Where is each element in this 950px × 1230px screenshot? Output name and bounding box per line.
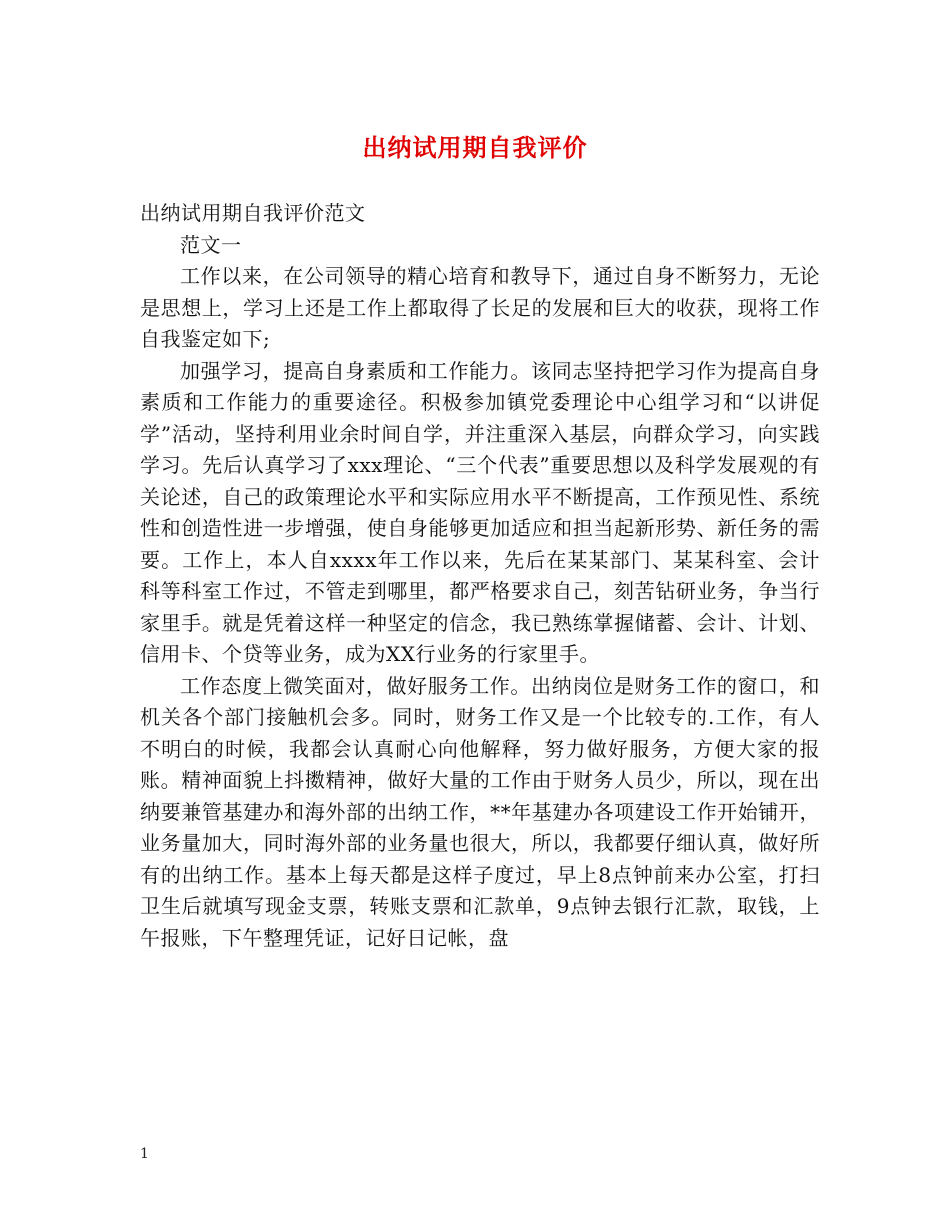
section-heading: 范文一 <box>180 232 242 257</box>
paragraph-1: 工作以来，在公司领导的精心培育和教导下，通过自身不断努力，无论是思想上，学习上还是工作上都取得了长足的发展和巨大的收获，现将工作自我鉴定如下; <box>140 264 820 351</box>
document-body <box>140 198 820 954</box>
page-number: 1 <box>140 1146 149 1162</box>
paragraph-2: 加强学习，提高自身素质和工作能力。该同志坚持把学习作为提高自身素质和工作能力的重要途径。积极参加镇党委理论中心组学习和“以讲促学”活动，坚持利用业余时间自学，并注重深入基层，向群众学习，向实践学习。先后认真学习了xxx理论、“三个代表”重要思想以及科学发展观的有关论述，自己的政策理论水平和实际应用水平不断提高，工作预见性、系统性和创造性进一步增强，使自身能够更加适应和担当起新形势、新任务的需要。工作上，本人自xxxx年工作以来，先后在某某部门、某某科室、会计科等科室工作过，不管走到哪里，都严格要求自己，刻苦钻研业务，争当行家里手。就是凭着这样一种坚定的信念，我已熟练掌握储蓄、会计、计划、信用卡、个贷等业务，成为XX行业务的行家里手。 <box>140 358 820 666</box>
paragraph-3: 工作态度上微笑面对，做好服务工作。出纳岗位是财务工作的窗口，和机关各个部门接触机会多。同时，财务工作又是一个比较专的.工作，有人不明白的时候，我都会认真耐心向他解释，努力做好服务，方便大家的报账。精神面貌上抖擞精神，做好大量的工作由于财务人员少，所以，现在出纳要兼管基建办和海外部的出纳工作，**年基建办各项建设工作开始铺开，业务量加大，同时海外部的业务量也很大，所以，我都要仔细认真，做好所有的出纳工作。基本上每天都是这样子度过，早上8点钟前来办公室，打扫卫生后就填写现金支票，转账支票和汇款单，9点钟去银行汇款，取钱，上午报账，下午整理凭证，记好日记帐，盘 <box>140 673 820 950</box>
document-title: 出纳试用期自我评价 <box>362 133 588 162</box>
document-subtitle: 出纳试用期自我评价范文 <box>140 201 366 225</box>
